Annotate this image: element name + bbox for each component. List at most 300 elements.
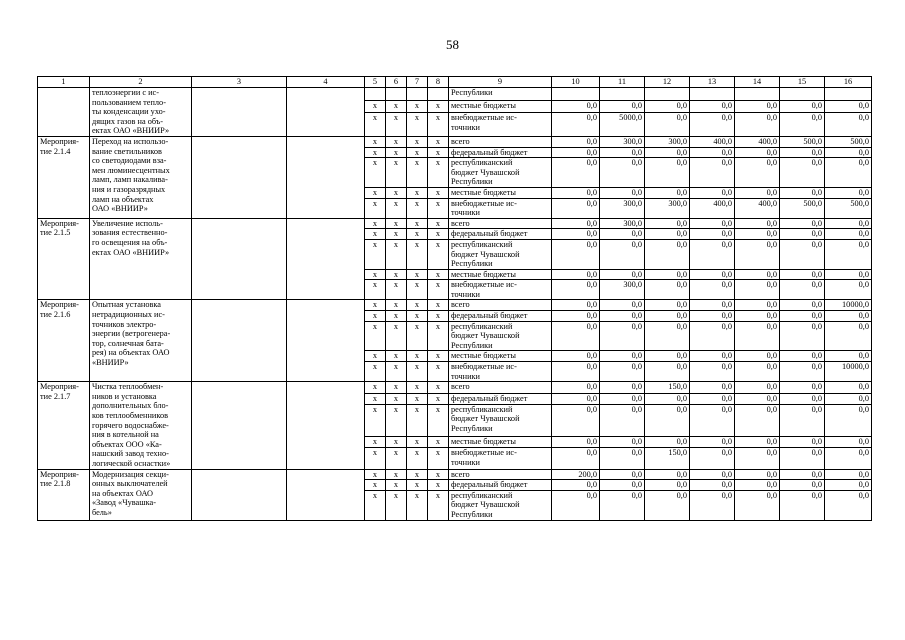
amount-cell: 0,0 bbox=[645, 362, 690, 382]
amount-cell: 0,0 bbox=[645, 436, 690, 447]
code-cell: x bbox=[407, 136, 428, 147]
description-cell: Модернизация секци- онных выключателей на объектах ОАО «Завод «Чувашка- бель» bbox=[90, 469, 192, 520]
amount-cell: 0,0 bbox=[735, 447, 780, 469]
amount-cell: 0,0 bbox=[690, 469, 735, 480]
amount-cell: 0,0 bbox=[600, 229, 645, 240]
amount-cell: 0,0 bbox=[780, 280, 825, 300]
amount-cell: 0,0 bbox=[780, 147, 825, 158]
code-cell: x bbox=[386, 218, 407, 229]
amount-cell: 0,0 bbox=[780, 393, 825, 404]
amount-cell: 0,0 bbox=[645, 158, 690, 188]
amount-cell: 0,0 bbox=[690, 382, 735, 393]
code-cell: x bbox=[407, 321, 428, 351]
code-cell: x bbox=[386, 321, 407, 351]
amount-cell: 0,0 bbox=[735, 393, 780, 404]
code-cell: x bbox=[386, 480, 407, 491]
amount-cell: 300,0 bbox=[645, 198, 690, 218]
amount-cell: 0,0 bbox=[780, 158, 825, 188]
executor-cell bbox=[192, 88, 287, 137]
column-number-cell: 3 bbox=[192, 77, 287, 88]
code-cell: x bbox=[407, 280, 428, 300]
amount-cell: 0,0 bbox=[552, 229, 600, 240]
amount-cell: 300,0 bbox=[600, 136, 645, 147]
funding-source-cell: всего bbox=[449, 382, 552, 393]
code-cell: x bbox=[407, 198, 428, 218]
code-cell: x bbox=[407, 187, 428, 198]
amount-cell: 0,0 bbox=[552, 280, 600, 300]
amount-cell: 0,0 bbox=[825, 447, 872, 469]
code-cell: x bbox=[428, 229, 449, 240]
description-cell: Увеличение исполь- зования естественно- го освещения на объ- ектах ОАО «ВНИИР» bbox=[90, 218, 192, 300]
code-cell: x bbox=[386, 269, 407, 280]
funding-source-cell: федеральный бюджет bbox=[449, 393, 552, 404]
amount-cell: 0,0 bbox=[645, 490, 690, 520]
description-cell: Переход на использо- вание светильников со светодиодами вза- мен люминесцентных ламп, ламп накалива- ния и газоразрядных ламп на объектах ОАО «ВНИИР» bbox=[90, 136, 192, 218]
code-cell: x bbox=[386, 382, 407, 393]
amount-cell: 0,0 bbox=[552, 218, 600, 229]
amount-cell: 0,0 bbox=[825, 187, 872, 198]
amount-cell: 0,0 bbox=[690, 187, 735, 198]
code-cell: x bbox=[407, 269, 428, 280]
amount-cell: 0,0 bbox=[735, 113, 780, 137]
amount-cell: 0,0 bbox=[735, 436, 780, 447]
amount-cell bbox=[645, 88, 690, 101]
amount-cell: 0,0 bbox=[552, 269, 600, 280]
code-cell: x bbox=[407, 480, 428, 491]
amount-cell: 0,0 bbox=[690, 158, 735, 188]
amount-cell: 300,0 bbox=[645, 136, 690, 147]
amount-cell: 0,0 bbox=[645, 469, 690, 480]
code-cell: x bbox=[365, 351, 386, 362]
code-cell: x bbox=[407, 447, 428, 469]
code-cell: x bbox=[365, 311, 386, 322]
amount-cell: 500,0 bbox=[780, 136, 825, 147]
code-cell: x bbox=[386, 404, 407, 436]
amount-cell: 0,0 bbox=[552, 147, 600, 158]
executor-cell bbox=[192, 469, 287, 520]
amount-cell: 0,0 bbox=[690, 300, 735, 311]
amount-cell: 0,0 bbox=[600, 239, 645, 269]
column-number-cell: 4 bbox=[287, 77, 365, 88]
amount-cell: 150,0 bbox=[645, 382, 690, 393]
amount-cell: 0,0 bbox=[735, 100, 780, 113]
amount-cell: 0,0 bbox=[600, 269, 645, 280]
amount-cell: 0,0 bbox=[780, 300, 825, 311]
amount-cell: 0,0 bbox=[735, 362, 780, 382]
code-cell: x bbox=[428, 136, 449, 147]
amount-cell: 0,0 bbox=[780, 311, 825, 322]
funding-source-cell: республиканский бюджет Чувашской Республики bbox=[449, 239, 552, 269]
code-cell: x bbox=[428, 158, 449, 188]
amount-cell: 0,0 bbox=[735, 187, 780, 198]
code-cell: x bbox=[428, 218, 449, 229]
code-cell: x bbox=[428, 100, 449, 113]
amount-cell: 0,0 bbox=[735, 229, 780, 240]
code-cell: x bbox=[386, 147, 407, 158]
amount-cell bbox=[600, 88, 645, 101]
amount-cell: 0,0 bbox=[552, 447, 600, 469]
code-cell bbox=[428, 88, 449, 101]
amount-cell: 0,0 bbox=[645, 100, 690, 113]
amount-cell: 0,0 bbox=[735, 490, 780, 520]
funding-source-cell: республиканский бюджет Чувашской Республики bbox=[449, 158, 552, 188]
column-number-cell: 16 bbox=[825, 77, 872, 88]
code-cell: x bbox=[365, 239, 386, 269]
amount-cell: 0,0 bbox=[552, 351, 600, 362]
amount-cell: 0,0 bbox=[735, 269, 780, 280]
column-number-cell: 7 bbox=[407, 77, 428, 88]
amount-cell: 0,0 bbox=[735, 351, 780, 362]
amount-cell bbox=[825, 88, 872, 101]
amount-cell: 0,0 bbox=[735, 218, 780, 229]
amount-cell: 0,0 bbox=[645, 218, 690, 229]
amount-cell: 150,0 bbox=[645, 447, 690, 469]
amount-cell: 500,0 bbox=[825, 198, 872, 218]
amount-cell: 0,0 bbox=[735, 480, 780, 491]
amount-cell: 0,0 bbox=[645, 311, 690, 322]
executor-cell bbox=[192, 218, 287, 300]
amount-cell: 300,0 bbox=[600, 280, 645, 300]
funding-source-cell: республиканский бюджет Чувашской Республики bbox=[449, 490, 552, 520]
code-cell: x bbox=[365, 362, 386, 382]
code-cell bbox=[386, 88, 407, 101]
amount-cell: 0,0 bbox=[600, 480, 645, 491]
amount-cell: 0,0 bbox=[825, 469, 872, 480]
amount-cell: 0,0 bbox=[645, 280, 690, 300]
column-number-cell: 2 bbox=[90, 77, 192, 88]
amount-cell: 400,0 bbox=[690, 136, 735, 147]
funding-source-cell: местные бюджеты bbox=[449, 269, 552, 280]
code-cell: x bbox=[407, 218, 428, 229]
code-cell: x bbox=[407, 311, 428, 322]
code-cell: x bbox=[365, 198, 386, 218]
amount-cell: 0,0 bbox=[552, 382, 600, 393]
amount-cell: 0,0 bbox=[780, 218, 825, 229]
funding-source-cell: местные бюджеты bbox=[449, 351, 552, 362]
amount-cell: 0,0 bbox=[600, 362, 645, 382]
funding-source-cell: федеральный бюджет bbox=[449, 480, 552, 491]
code-cell: x bbox=[407, 362, 428, 382]
description-cell: Чистка теплообмен- ников и установка дополнительных бло- ков теплообменников горячего водоснабже- ния в котельной на объектах ООО «Ка- нашский завод техно- логической оснастки» bbox=[90, 382, 192, 469]
funding-source-cell: внебюджетные ис- точники bbox=[449, 362, 552, 382]
amount-cell: 0,0 bbox=[735, 239, 780, 269]
amount-cell bbox=[552, 88, 600, 101]
amount-cell: 0,0 bbox=[552, 404, 600, 436]
code-cell: x bbox=[365, 269, 386, 280]
amount-cell: 0,0 bbox=[645, 480, 690, 491]
amount-cell: 0,0 bbox=[690, 269, 735, 280]
amount-cell: 0,0 bbox=[600, 311, 645, 322]
budget-table bbox=[37, 76, 872, 521]
code-cell: x bbox=[407, 229, 428, 240]
code-cell: x bbox=[386, 113, 407, 137]
amount-cell: 0,0 bbox=[825, 218, 872, 229]
amount-cell: 400,0 bbox=[735, 136, 780, 147]
amount-cell: 200,0 bbox=[552, 469, 600, 480]
code-cell: x bbox=[365, 100, 386, 113]
amount-cell: 0,0 bbox=[825, 158, 872, 188]
code-cell: x bbox=[365, 469, 386, 480]
amount-cell bbox=[690, 88, 735, 101]
header-row bbox=[38, 77, 872, 88]
amount-cell: 0,0 bbox=[600, 187, 645, 198]
amount-cell: 0,0 bbox=[645, 269, 690, 280]
code-cell: x bbox=[386, 239, 407, 269]
amount-cell: 0,0 bbox=[825, 351, 872, 362]
code-cell: x bbox=[386, 490, 407, 520]
amount-cell: 0,0 bbox=[600, 490, 645, 520]
amount-cell: 400,0 bbox=[735, 198, 780, 218]
code-cell: x bbox=[428, 382, 449, 393]
code-cell: x bbox=[386, 187, 407, 198]
code-cell: x bbox=[386, 100, 407, 113]
funding-source-cell: внебюджетные ис- точники bbox=[449, 280, 552, 300]
amount-cell: 0,0 bbox=[552, 187, 600, 198]
code-cell: x bbox=[428, 490, 449, 520]
code-cell: x bbox=[386, 229, 407, 240]
executor-cell bbox=[192, 136, 287, 218]
amount-cell: 0,0 bbox=[825, 113, 872, 137]
amount-cell: 0,0 bbox=[780, 269, 825, 280]
code-cell: x bbox=[365, 229, 386, 240]
code-cell: x bbox=[407, 147, 428, 158]
code-cell: x bbox=[428, 404, 449, 436]
amount-cell: 0,0 bbox=[645, 300, 690, 311]
measure-cell: Мероприя- тие 2.1.6 bbox=[38, 300, 90, 382]
amount-cell: 0,0 bbox=[552, 393, 600, 404]
amount-cell: 0,0 bbox=[552, 300, 600, 311]
code-cell: x bbox=[386, 447, 407, 469]
code-cell: x bbox=[428, 362, 449, 382]
amount-cell: 300,0 bbox=[600, 218, 645, 229]
amount-cell: 0,0 bbox=[690, 100, 735, 113]
measure-cell: Мероприя- тие 2.1.5 bbox=[38, 218, 90, 300]
amount-cell: 0,0 bbox=[780, 382, 825, 393]
table-row bbox=[38, 136, 872, 147]
amount-cell: 0,0 bbox=[600, 469, 645, 480]
amount-cell: 0,0 bbox=[600, 393, 645, 404]
amount-cell: 0,0 bbox=[552, 362, 600, 382]
amount-cell: 0,0 bbox=[735, 311, 780, 322]
amount-cell: 0,0 bbox=[645, 321, 690, 351]
code-cell: x bbox=[428, 300, 449, 311]
amount-cell: 0,0 bbox=[825, 100, 872, 113]
code-cell: x bbox=[407, 100, 428, 113]
amount-cell: 0,0 bbox=[552, 436, 600, 447]
amount-cell: 0,0 bbox=[690, 239, 735, 269]
funding-source-cell: внебюджетные ис- точники bbox=[449, 198, 552, 218]
executor-cell bbox=[192, 382, 287, 469]
description-cell: Опытная установка нетрадиционных ис- точников электро- энергии (ветрогенера- тор, солнечная бата- рея) на объектах ОАО «ВНИИР» bbox=[90, 300, 192, 382]
code-cell: x bbox=[407, 404, 428, 436]
code-cell: x bbox=[365, 280, 386, 300]
code-cell: x bbox=[365, 393, 386, 404]
amount-cell: 0,0 bbox=[780, 100, 825, 113]
code-cell: x bbox=[428, 321, 449, 351]
target-cell bbox=[287, 382, 365, 469]
amount-cell: 0,0 bbox=[552, 480, 600, 491]
table-row bbox=[38, 382, 872, 393]
amount-cell: 0,0 bbox=[690, 490, 735, 520]
column-number-cell: 6 bbox=[386, 77, 407, 88]
column-number-cell: 12 bbox=[645, 77, 690, 88]
code-cell: x bbox=[365, 136, 386, 147]
amount-cell: 0,0 bbox=[735, 147, 780, 158]
funding-source-cell: федеральный бюджет bbox=[449, 311, 552, 322]
amount-cell: 0,0 bbox=[825, 321, 872, 351]
table-row bbox=[38, 300, 872, 311]
code-cell: x bbox=[407, 393, 428, 404]
amount-cell: 0,0 bbox=[825, 229, 872, 240]
amount-cell: 0,0 bbox=[780, 480, 825, 491]
code-cell: x bbox=[428, 436, 449, 447]
amount-cell: 0,0 bbox=[645, 147, 690, 158]
target-cell bbox=[287, 218, 365, 300]
amount-cell: 0,0 bbox=[552, 100, 600, 113]
amount-cell: 0,0 bbox=[552, 198, 600, 218]
amount-cell: 0,0 bbox=[600, 300, 645, 311]
amount-cell: 300,0 bbox=[600, 198, 645, 218]
code-cell: x bbox=[407, 490, 428, 520]
target-cell bbox=[287, 300, 365, 382]
amount-cell: 0,0 bbox=[645, 113, 690, 137]
code-cell: x bbox=[428, 311, 449, 322]
code-cell: x bbox=[365, 300, 386, 311]
code-cell: x bbox=[386, 198, 407, 218]
code-cell bbox=[407, 88, 428, 101]
column-number-cell: 14 bbox=[735, 77, 780, 88]
amount-cell: 0,0 bbox=[825, 480, 872, 491]
amount-cell: 0,0 bbox=[600, 404, 645, 436]
funding-source-cell: Республики bbox=[449, 88, 552, 101]
amount-cell: 0,0 bbox=[780, 362, 825, 382]
amount-cell: 0,0 bbox=[690, 229, 735, 240]
column-number-cell: 5 bbox=[365, 77, 386, 88]
table-row bbox=[38, 88, 872, 101]
amount-cell: 0,0 bbox=[645, 229, 690, 240]
funding-source-cell: местные бюджеты bbox=[449, 187, 552, 198]
amount-cell: 0,0 bbox=[645, 351, 690, 362]
amount-cell: 500,0 bbox=[780, 198, 825, 218]
amount-cell: 0,0 bbox=[780, 490, 825, 520]
amount-cell: 0,0 bbox=[780, 321, 825, 351]
code-cell: x bbox=[386, 393, 407, 404]
funding-source-cell: всего bbox=[449, 218, 552, 229]
code-cell: x bbox=[365, 147, 386, 158]
amount-cell: 0,0 bbox=[690, 321, 735, 351]
amount-cell: 0,0 bbox=[780, 436, 825, 447]
measure-cell bbox=[38, 88, 90, 137]
amount-cell: 0,0 bbox=[600, 436, 645, 447]
code-cell: x bbox=[428, 469, 449, 480]
amount-cell: 0,0 bbox=[825, 436, 872, 447]
amount-cell: 0,0 bbox=[735, 280, 780, 300]
amount-cell: 0,0 bbox=[825, 239, 872, 269]
code-cell: x bbox=[407, 436, 428, 447]
amount-cell: 0,0 bbox=[690, 393, 735, 404]
funding-source-cell: всего bbox=[449, 469, 552, 480]
code-cell: x bbox=[428, 393, 449, 404]
column-number-cell: 8 bbox=[428, 77, 449, 88]
amount-cell bbox=[735, 88, 780, 101]
amount-cell: 0,0 bbox=[690, 362, 735, 382]
executor-cell bbox=[192, 300, 287, 382]
code-cell: x bbox=[386, 469, 407, 480]
amount-cell: 0,0 bbox=[735, 404, 780, 436]
amount-cell: 0,0 bbox=[600, 100, 645, 113]
target-cell bbox=[287, 469, 365, 520]
code-cell: x bbox=[365, 490, 386, 520]
amount-cell: 0,0 bbox=[690, 404, 735, 436]
amount-cell: 0,0 bbox=[552, 113, 600, 137]
amount-cell: 0,0 bbox=[780, 469, 825, 480]
funding-source-cell: местные бюджеты bbox=[449, 100, 552, 113]
target-cell bbox=[287, 88, 365, 137]
table-row bbox=[38, 218, 872, 229]
code-cell: x bbox=[428, 147, 449, 158]
amount-cell: 0,0 bbox=[690, 351, 735, 362]
amount-cell: 0,0 bbox=[690, 436, 735, 447]
table-row bbox=[38, 469, 872, 480]
code-cell: x bbox=[365, 218, 386, 229]
code-cell: x bbox=[365, 187, 386, 198]
amount-cell: 0,0 bbox=[825, 382, 872, 393]
amount-cell: 0,0 bbox=[690, 280, 735, 300]
amount-cell: 0,0 bbox=[735, 382, 780, 393]
amount-cell: 0,0 bbox=[552, 136, 600, 147]
code-cell: x bbox=[428, 239, 449, 269]
code-cell: x bbox=[386, 362, 407, 382]
code-cell: x bbox=[428, 113, 449, 137]
amount-cell: 0,0 bbox=[552, 321, 600, 351]
funding-source-cell: федеральный бюджет bbox=[449, 147, 552, 158]
code-cell: x bbox=[386, 300, 407, 311]
code-cell: x bbox=[386, 436, 407, 447]
amount-cell: 0,0 bbox=[690, 480, 735, 491]
funding-source-cell: внебюджетные ис- точники bbox=[449, 447, 552, 469]
code-cell: x bbox=[407, 158, 428, 188]
amount-cell: 0,0 bbox=[780, 404, 825, 436]
amount-cell: 0,0 bbox=[645, 404, 690, 436]
amount-cell: 0,0 bbox=[552, 158, 600, 188]
amount-cell: 0,0 bbox=[645, 187, 690, 198]
amount-cell: 0,0 bbox=[825, 393, 872, 404]
amount-cell: 0,0 bbox=[600, 447, 645, 469]
amount-cell: 0,0 bbox=[825, 280, 872, 300]
amount-cell: 0,0 bbox=[780, 187, 825, 198]
amount-cell: 0,0 bbox=[780, 447, 825, 469]
column-number-cell: 11 bbox=[600, 77, 645, 88]
amount-cell: 400,0 bbox=[690, 198, 735, 218]
code-cell: x bbox=[365, 158, 386, 188]
code-cell: x bbox=[386, 158, 407, 188]
code-cell: x bbox=[386, 136, 407, 147]
amount-cell: 0,0 bbox=[600, 351, 645, 362]
amount-cell: 0,0 bbox=[645, 393, 690, 404]
code-cell: x bbox=[407, 469, 428, 480]
amount-cell bbox=[780, 88, 825, 101]
funding-source-cell: всего bbox=[449, 300, 552, 311]
amount-cell: 5000,0 bbox=[600, 113, 645, 137]
amount-cell: 0,0 bbox=[552, 239, 600, 269]
funding-source-cell: всего bbox=[449, 136, 552, 147]
code-cell: x bbox=[428, 480, 449, 491]
amount-cell: 0,0 bbox=[600, 321, 645, 351]
amount-cell: 0,0 bbox=[780, 113, 825, 137]
amount-cell: 0,0 bbox=[825, 269, 872, 280]
amount-cell: 500,0 bbox=[825, 136, 872, 147]
amount-cell: 0,0 bbox=[780, 351, 825, 362]
